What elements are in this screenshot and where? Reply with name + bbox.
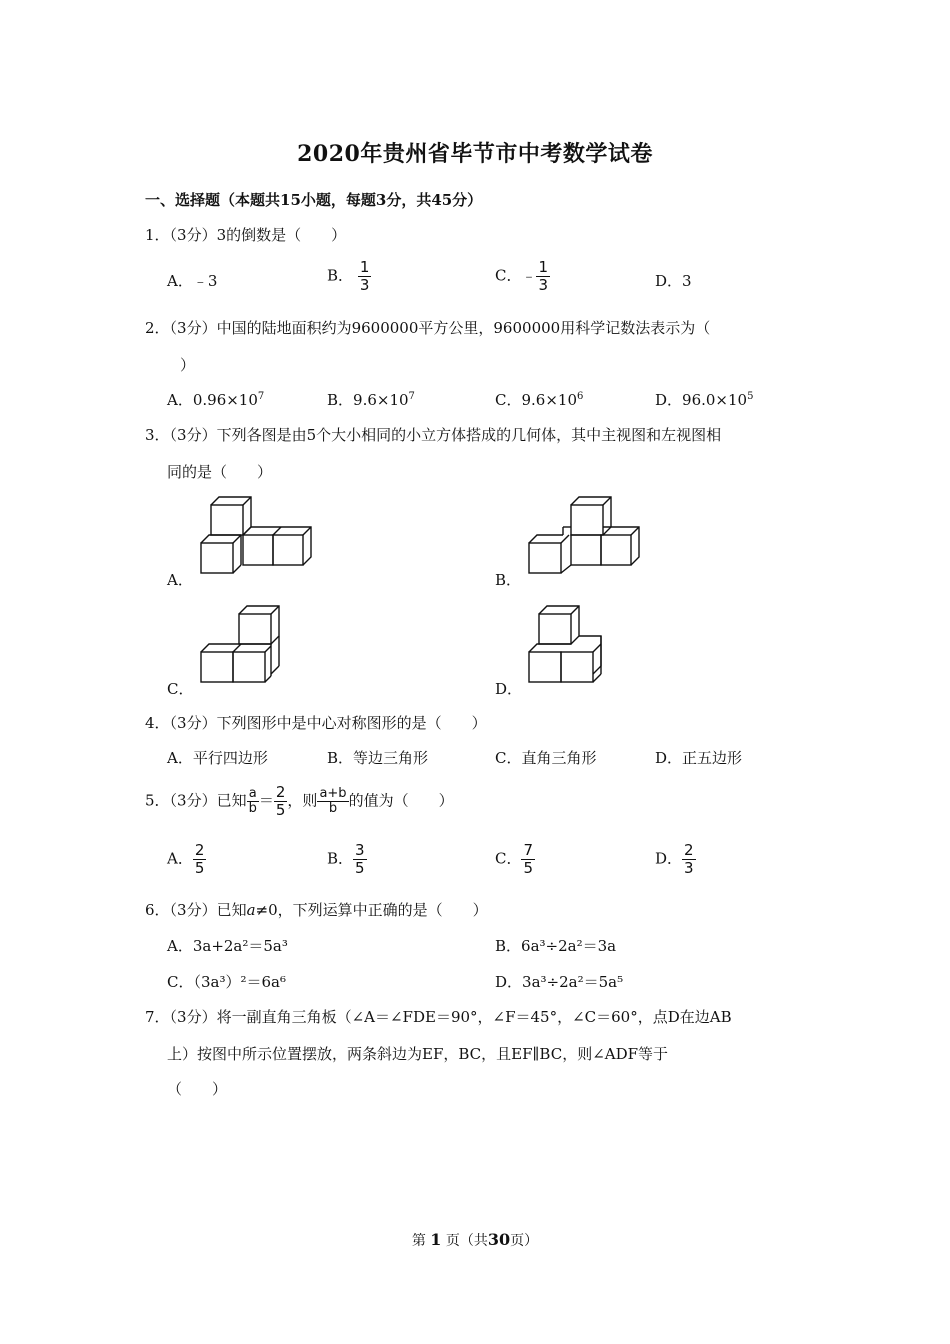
q6-option-d: D．3a³÷2a²＝5a⁵ xyxy=(495,973,624,991)
q2-option-b xyxy=(327,389,415,410)
q4-option-b: B．等边三角形 xyxy=(327,749,429,767)
frac-num: 2 xyxy=(275,783,286,801)
q5-eq: ＝ xyxy=(258,791,274,810)
q3-option-c: C． xyxy=(167,680,194,698)
frac-num: a+b xyxy=(319,786,347,801)
q2-option-c xyxy=(495,389,583,410)
q6-var: a xyxy=(246,901,256,919)
q2-a-exp: 7 xyxy=(257,391,265,402)
page-footer xyxy=(0,1230,950,1250)
q4-option-d: D．正五边形 xyxy=(655,749,743,767)
q6-option-c: C．（3a³）²＝6a⁶ xyxy=(167,973,286,991)
q2-option-a xyxy=(167,389,264,410)
q6-post: ≠0，下列运算中正确的是（ ） xyxy=(255,901,488,919)
frac-den: 5 xyxy=(523,859,534,877)
footer-post: 页） xyxy=(510,1233,539,1249)
q5-b-label: B． xyxy=(327,849,354,868)
frac-num: a xyxy=(248,786,257,801)
q5-post: 的值为（ ） xyxy=(348,791,454,810)
q3-option-b: B． xyxy=(495,571,522,589)
q5-c-frac xyxy=(521,842,535,877)
frac-den: 5 xyxy=(355,859,365,877)
q3-figure-b xyxy=(523,490,653,580)
q4-stem: 4．（3分）下列图形中是中心对称图形的是（ ） xyxy=(145,714,487,732)
frac-den: 5 xyxy=(194,859,205,877)
q5-b-frac xyxy=(353,842,367,877)
frac-den: 3 xyxy=(684,859,694,877)
q7-stem-line3: （ ） xyxy=(167,1080,228,1098)
q1-option-c-fraction xyxy=(536,259,550,294)
frac-num: 3 xyxy=(355,841,365,859)
q2-d-text: D．96.0×10 xyxy=(655,391,748,409)
frac-num: 1 xyxy=(359,258,370,276)
q3-figure-c xyxy=(195,600,295,690)
page-total: 30 xyxy=(487,1230,511,1249)
q2-stem-line2: ） xyxy=(180,356,196,374)
q5-frac-a-over-b xyxy=(247,787,259,816)
q4-option-c: C．直角三角形 xyxy=(495,749,597,767)
q1-option-a: A．﹣3 xyxy=(167,272,218,290)
q1-option-c xyxy=(495,259,550,294)
q5-stem xyxy=(145,784,454,819)
frac-den: 3 xyxy=(359,276,370,294)
frac-num: 2 xyxy=(684,841,694,859)
frac-num: 2 xyxy=(194,841,205,859)
q6-option-b: B．6a³÷2a²＝3a xyxy=(495,937,617,955)
q5-a-label: A． xyxy=(167,849,193,868)
q2-c-text: C．9.6×10 xyxy=(495,391,577,409)
q2-option-d xyxy=(655,389,753,410)
q3-option-d: D． xyxy=(495,680,523,698)
q3-stem-line1: 3．（3分）下列各图是由5个大小相同的小立方体搭成的几何体，其中主视图和左视图相 xyxy=(145,426,722,444)
frac-den: 3 xyxy=(538,276,549,294)
frac-den: b xyxy=(248,801,257,816)
q4-option-a: A．平行四边形 xyxy=(167,749,268,767)
section-heading: 一、选择题（本题共15小题，每题3分，共45分） xyxy=(145,191,483,209)
q3-figure-d xyxy=(523,600,623,690)
q2-c-exp: 6 xyxy=(577,391,584,402)
q1-option-d: D．3 xyxy=(655,272,692,290)
page-title: 2020年贵州省毕节市中考数学试卷 xyxy=(297,141,653,167)
q2-d-exp: 5 xyxy=(747,391,754,402)
footer-pre: 第 xyxy=(411,1233,426,1249)
q1-option-b-fraction xyxy=(358,259,372,294)
q5-c-label: C． xyxy=(495,849,522,868)
q1-option-b-label: B． xyxy=(327,266,354,285)
q7-stem-line1: 7．（3分）将一副直角三角板（∠A＝∠FDE＝90°，∠F＝45°，∠C＝60°，点D在边AB xyxy=(145,1008,732,1026)
q6-option-a: A．3a+2a²＝5a³ xyxy=(167,937,288,955)
q5-mid: ，则 xyxy=(287,791,318,810)
q2-stem-line1: 2．（3分）中国的陆地面积约为9600000平方公里，9600000用科学记数法表示为（ xyxy=(145,319,711,337)
q5-option-b xyxy=(327,842,367,877)
q1-stem: 1．（3分）3的倒数是（ ） xyxy=(145,226,347,244)
q7-stem-line2: 上）按图中所示位置摆放，两条斜边为EF，BC，且EF∥BC，则∠ADF等于 xyxy=(167,1045,669,1063)
q2-a-text: A．0.96×10 xyxy=(167,391,258,409)
q5-option-d xyxy=(655,842,696,877)
footer-mid: 页（共 xyxy=(445,1233,488,1249)
frac-num: 7 xyxy=(523,841,534,859)
q5-frac-apb-over-b xyxy=(317,787,348,816)
q5-a-frac xyxy=(193,842,207,877)
q5-pre: 5．（3分）已知 xyxy=(145,791,247,810)
q2-b-text: B．9.6×10 xyxy=(327,391,409,409)
q5-d-frac xyxy=(682,842,696,877)
q2-b-exp: 7 xyxy=(408,391,415,402)
frac-den: b xyxy=(328,801,338,816)
page-number: 1 xyxy=(430,1230,442,1249)
q6-stem xyxy=(145,899,488,920)
q3-option-a: A． xyxy=(167,571,193,589)
q5-d-label: D． xyxy=(655,849,683,868)
q3-stem-line2: 同的是（ ） xyxy=(167,463,273,481)
q6-pre: 6．（3分）已知 xyxy=(145,901,247,919)
q5-option-c xyxy=(495,842,535,877)
q5-frac-2-5 xyxy=(274,784,288,819)
frac-den: 5 xyxy=(275,801,286,819)
q1-option-b xyxy=(327,259,371,294)
q5-option-a xyxy=(167,842,206,877)
q1-option-c-label: C．﹣ xyxy=(495,266,537,285)
frac-num: 1 xyxy=(538,258,549,276)
q3-figure-a xyxy=(195,490,325,580)
